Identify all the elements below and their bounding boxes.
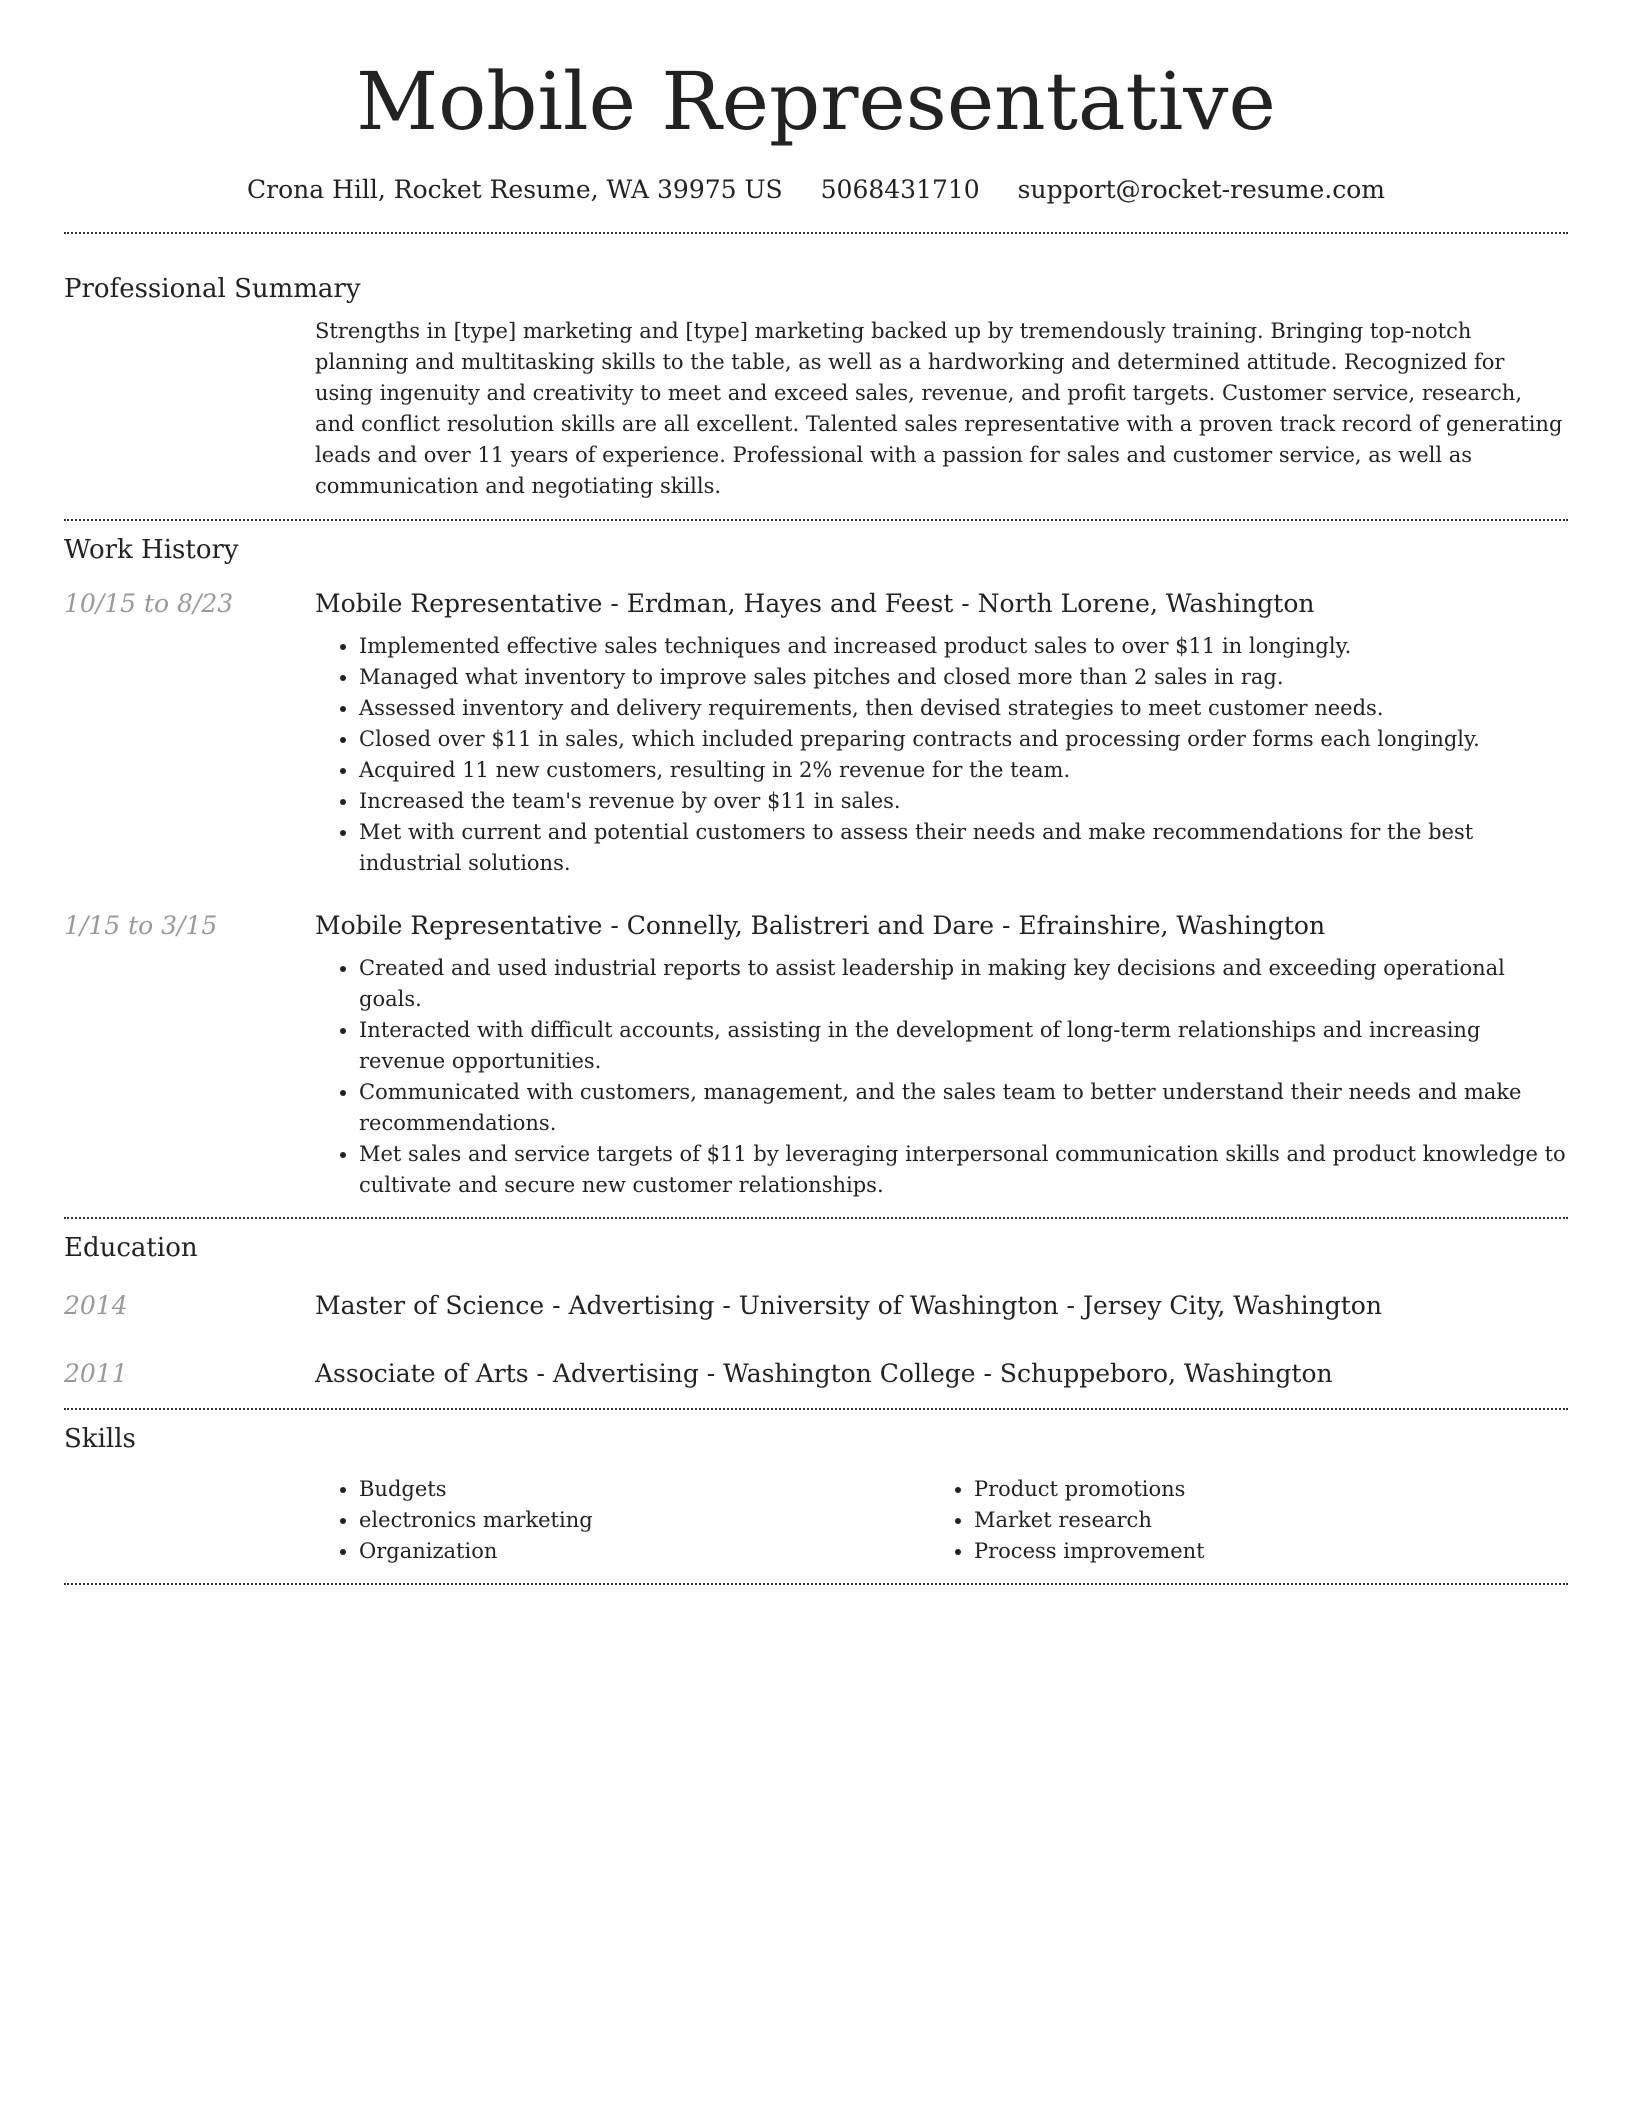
job-heading: Mobile Representative - Erdman, Hayes and Feest - North Lorene, Washington xyxy=(315,589,1315,618)
skill-item: • Process improvement xyxy=(974,1536,1545,1567)
summary-left-spacer xyxy=(64,316,315,502)
job-bullet: • Closed over $11 in sales, which included preparing contracts and processing order forms each longingly. xyxy=(359,724,1568,755)
skill-item: • electronics marketing xyxy=(359,1505,930,1536)
skill-item: • Organization xyxy=(359,1536,930,1567)
education-year: 2011 xyxy=(64,1359,128,1388)
divider xyxy=(64,519,1568,521)
divider xyxy=(64,1217,1568,1219)
contact-email: support@rocket-resume.com xyxy=(1017,175,1385,204)
education-heading: Associate of Arts - Advertising - Washington College - Schuppeboro, Washington xyxy=(315,1359,1333,1388)
job-bullet: • Increased the team's revenue by over $11 in sales. xyxy=(359,786,1568,817)
work-section xyxy=(64,533,1568,1201)
education-heading: Master of Science - Advertising - University of Washington - Jersey City, Washington xyxy=(315,1291,1382,1320)
job-bullet: • Managed what inventory to improve sales pitches and closed more than 2 sales in rag. xyxy=(359,662,1568,693)
education-title: Education xyxy=(64,1233,198,1263)
skills-column xyxy=(315,1474,930,1567)
skills-list xyxy=(315,1474,930,1567)
divider xyxy=(64,1583,1568,1585)
job-bullet: • Met sales and service targets of $11 by leveraging interpersonal communication skills and product knowledge to cultivate and secure new customer relationships. xyxy=(359,1139,1568,1201)
skills-column xyxy=(930,1474,1545,1567)
contact-address: Crona Hill, Rocket Resume, WA 39975 US xyxy=(247,175,783,204)
contact-phone: 5068431710 xyxy=(820,175,980,204)
job-bullet: • Interacted with difficult accounts, assisting in the development of long-term relationships and increasing revenue opportunities. xyxy=(359,1015,1568,1077)
job-bullet: • Implemented effective sales techniques and increased product sales to over $11 in longingly. xyxy=(359,631,1568,662)
job-bullets xyxy=(315,953,1568,1201)
skill-item: • Product promotions xyxy=(974,1474,1545,1505)
candidate-name: Mobile Representative xyxy=(356,55,1276,148)
job-bullet: • Assessed inventory and delivery requirements, then devised strategies to meet customer needs. xyxy=(359,693,1568,724)
skills-grid xyxy=(315,1474,1568,1567)
job-dates: 10/15 to 8/23 xyxy=(64,589,234,618)
skills-left-spacer xyxy=(64,1474,315,1567)
skill-item: • Budgets xyxy=(359,1474,930,1505)
job-heading: Mobile Representative - Connelly, Balistreri and Dare - Efrainshire, Washington xyxy=(315,911,1326,940)
education-entry xyxy=(64,1289,1568,1323)
contact-line xyxy=(64,174,1568,206)
skills-section xyxy=(64,1422,1568,1567)
skills-title: Skills xyxy=(64,1424,136,1454)
divider xyxy=(64,232,1568,234)
education-year: 2014 xyxy=(64,1291,128,1320)
job-entry xyxy=(64,909,1568,1201)
summary-title: Professional Summary xyxy=(64,274,361,304)
summary-text: Strengths in [type] marketing and [type] marketing backed up by tremendously training. Bringing top-notch planning and multitasking skills to the table, as well as a hardworking and determined attitude. Recognized for using ingenuity and creativity to meet and exceed sales, revenue, and profit targets. Customer service, research, and conflict resolution skills are all excellent. Talented sales representative with a proven track record of generating leads and over 11 years of experience. Professional with a passion for sales and customer service, as well as communication and negotiating skills. xyxy=(315,319,1563,498)
education-section xyxy=(64,1231,1568,1391)
job-bullet: • Acquired 11 new customers, resulting in 2% revenue for the team. xyxy=(359,755,1568,786)
job-bullets xyxy=(315,631,1568,879)
job-bullet: • Communicated with customers, management, and the sales team to better understand their needs and make recommendations. xyxy=(359,1077,1568,1139)
job-entry xyxy=(64,587,1568,879)
skill-item: • Market research xyxy=(974,1505,1545,1536)
divider xyxy=(64,1408,1568,1410)
work-title: Work History xyxy=(64,535,239,565)
job-dates: 1/15 to 3/15 xyxy=(64,911,218,940)
resume-page xyxy=(64,0,1568,1585)
skills-list xyxy=(930,1474,1545,1567)
job-bullet: • Met with current and potential customers to assess their needs and make recommendations for the best industrial solutions. xyxy=(359,817,1568,879)
job-bullet: • Created and used industrial reports to assist leadership in making key decisions and exceeding operational goals. xyxy=(359,953,1568,1015)
summary-section xyxy=(64,272,1568,502)
education-entry xyxy=(64,1357,1568,1391)
